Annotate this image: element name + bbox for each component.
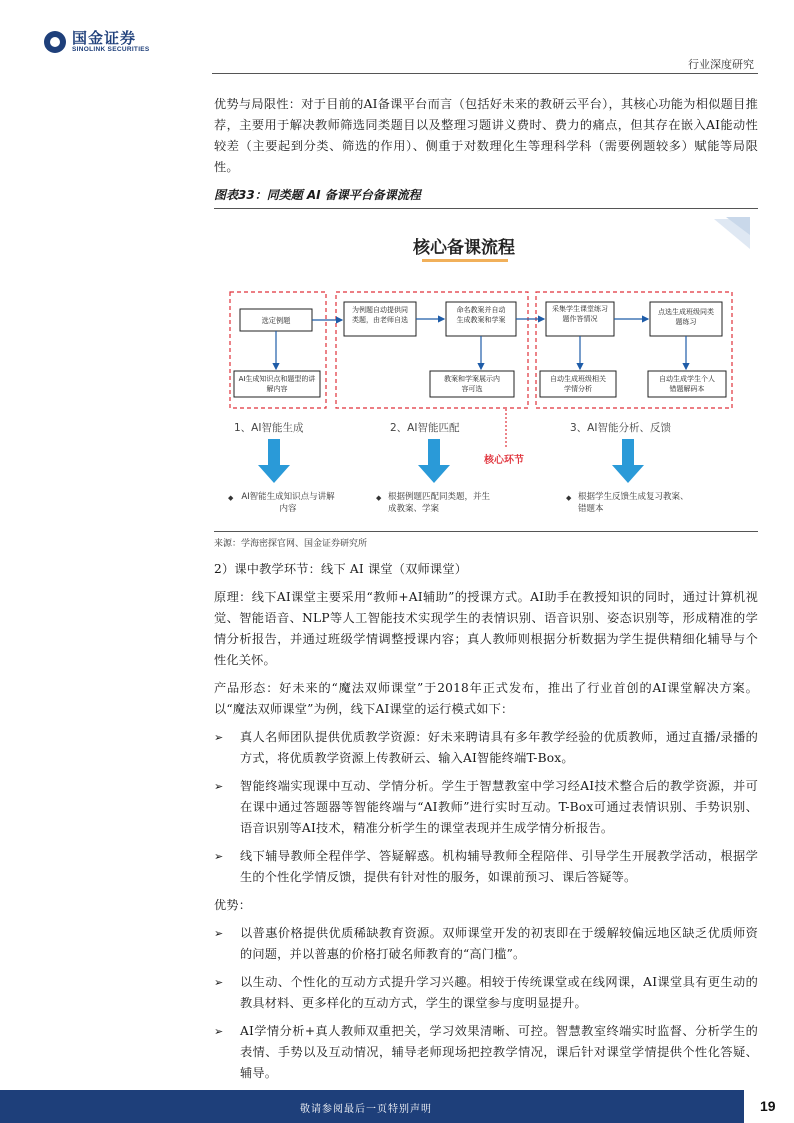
diagram-title: 核心备课流程 [413,238,515,258]
report-type-label: 行业深度研究 [688,58,754,71]
box-plan-display-label: 教案和学案展示内容可选 [444,375,500,393]
arrow-bullet-icon: ➢ [214,1025,224,1038]
flow-diagram [214,209,758,531]
box-auto-class-analysis-label: 自动生成班级相关学情分析 [550,375,606,393]
outcome-3: 根据学生反馈生成复习教案、错题本 [578,492,689,514]
logo-text-cn: 国金证券 [72,29,137,47]
down-arrow-icon [258,439,290,483]
list-item [214,1021,758,1084]
down-arrow-icon [612,439,644,483]
box-collect-students-label: 采集学生课堂练习题作答情况 [552,305,608,323]
arrow-bullet-icon: ➢ [214,976,224,989]
mode-bullet-3: 线下辅导教师全程伴学、答疑解惑。机构辅导教师全程陪伴、引导学生开展教学活动，根据学生的个性化学情反馈，提供有针对性的服务，如课前预习、课后答疑等。 [240,849,758,884]
down-arrow-icon [418,439,450,483]
advantage-bullet-2: 以生动、个性化的互动方式提升学习兴趣。相较于传统课堂或在线网课，AI课堂具有更生动的教具材料、更多样化的互动方式，学生的课堂参与度明显提升。 [240,975,758,1010]
list-item [214,727,758,769]
page-header [0,0,794,78]
footer-disclaimer: 敬请参阅最后一页特别声明 [300,1104,432,1115]
mode-bullet-2: 智能终端实现课中互动、学情分析。学生于智慧教室中学习经AI技术整合后的教学资源，并可在课中通过答题器等智能终端与“AI教师”进行实时互动。T-Box可通过表情识别、手势识别、语音识别等AI技术，精准分析学生的课堂表现并生成学情分析报告。 [240,779,758,835]
footer-bar [0,1090,744,1123]
outcome-2: 根据例题匹配同类题，并生成教案、学案 [388,492,491,514]
diamond-bullet-icon: ◆ [228,494,234,502]
arrow-bullet-icon: ➢ [214,731,224,744]
page-number: 19 [760,1098,776,1114]
advantage-bullet-1: 以普惠价格提供优质稀缺教育资源。双师课堂开发的初衷即在于缓解较偏远地区缺乏优质师资的问题，并以普惠的价格打破名师教育的“高门槛”。 [240,926,758,961]
main-content [214,94,758,1084]
advantage-heading: 优势： [214,898,252,912]
title-underline [422,259,508,262]
product-paragraph: 产品形态：好未来的“魔法双师课堂”于2018年正式发布，推出了行业首创的AI课堂解决方案。以“魔法双师课堂”为例，线下AI课堂的运行模式如下： [214,681,758,716]
logo-text-en: SINOLINK SECURITIES [72,46,150,53]
core-label: 核心环节 [484,455,524,466]
figure-title: 图表33：同类题 AI 备课平台备课流程 [214,186,758,209]
list-item [214,776,758,839]
diamond-bullet-icon: ◆ [376,494,382,502]
box-name-plan-label: 命名教案并自动生成教案和学案 [456,306,506,324]
logo-mark-icon [44,31,66,53]
stage-label-2: 2、AI智能匹配 [390,422,460,434]
stage-label-1: 1、AI智能生成 [234,422,304,434]
diamond-bullet-icon: ◆ [566,494,572,502]
box-auto-student-book-label: 自动生成学生个人错题解码本 [659,375,715,393]
outcome-1: AI智能生成知识点与讲解内容 [241,492,335,514]
stage-label-3: 3、AI智能分析、反馈 [570,422,671,434]
list-item [214,846,758,888]
list-item [214,972,758,1014]
advantage-bullet-3: AI学情分析+真人教师双重把关，学习效果清晰、可控。智慧教室终端实时监督、分析学生的表情、手势以及互动情况，辅导老师现场把控教学情况，课后针对课堂学情提供个性化答疑、辅导。 [240,1024,758,1080]
intro-paragraph: 优势与局限性：对于目前的AI备课平台而言（包括好未来的教研云平台），其核心功能为相似题目推荐，主要用于解决教师筛选同类题目以及整理习题讲义费时、费力的痛点，但其存在嵌入AI能动性较差（主要起到分类、筛选的作用）、侧重于对数理化生等理科学科（需要例题较多）赋能等局限性。 [214,97,758,174]
arrow-bullet-icon: ➢ [214,850,224,863]
box-select-class-practice-label: 点选生成班级同类题练习 [658,308,714,326]
principle-paragraph: 原理：线下AI课堂主要采用“教师+AI辅助”的授课方式。AI助手在教授知识的同时，通过计算机视觉、智能语音、NLP等人工智能技术实现学生的表情识别、语音识别、姿态识别等，形成精准的学情分析报告，并通过班级学情调整授课内容；真人教师则根据分析数据为学生提供精细化辅导与个性化关怀。 [214,590,758,667]
section-heading: 2）课中教学环节：线下 AI 课堂（双师课堂） [214,562,468,576]
mode-bullet-1: 真人名师团队提供优质教学资源：好未来聘请具有多年教学经验的优质教师，通过直播/录播的方式，将优质教学资源上传教研云、输入AI智能终端T-Box。 [240,730,758,765]
box-ai-generate-label: AI生成知识点和题型的讲解内容 [238,375,316,393]
company-logo [44,30,150,54]
arrow-bullet-icon: ➢ [214,927,224,940]
box-select-example-label: 选定例题 [261,316,291,325]
list-item [214,923,758,965]
header-divider [212,73,758,74]
figure-source: 来源：学海密探官网、国金证券研究所 [214,531,758,551]
box-push-similar-label: 为例题自动提供同类题，由老师自选 [352,306,408,324]
arrow-bullet-icon: ➢ [214,780,224,793]
